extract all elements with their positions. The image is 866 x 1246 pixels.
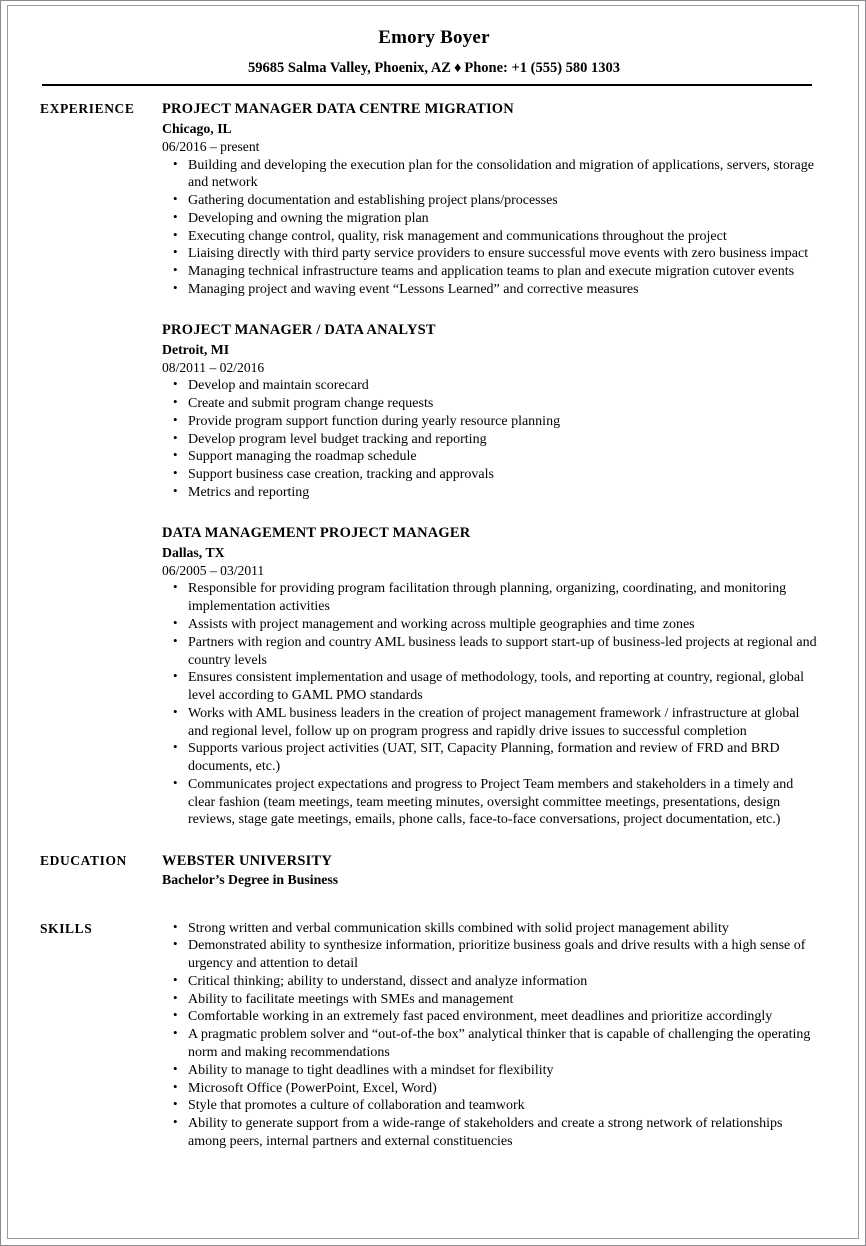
job-bullet: • Develop and maintain scorecard	[162, 377, 820, 395]
job-bullet: • Support business case creation, tracking and approvals	[162, 466, 820, 484]
job-bullet: • Building and developing the execution plan for the consolidation and migration of applications, servers, storage and network	[162, 157, 820, 193]
diamond-separator-icon: ♦	[453, 59, 462, 76]
job-dates: 06/2016 – present	[162, 138, 260, 154]
skill-bullet: • Ability to generate support from a wide-range of stakeholders and create a strong network of relationships among peers, internal partners and external constituencies	[162, 1115, 820, 1151]
education-body	[162, 852, 820, 889]
section-education	[40, 852, 820, 889]
candidate-phone: Phone: +1 (555) 580 1303	[464, 59, 621, 76]
job-location: Dallas, TX	[162, 544, 225, 560]
job-bullet: • Liaising directly with third party service providers to ensure successful move events with zero business impact	[162, 245, 820, 263]
section-label-skills: SKILLS	[40, 920, 93, 936]
skill-bullet: • Strong written and verbal communication skills combined with solid project management ability	[162, 920, 820, 938]
skill-bullet: • Ability to manage to tight deadlines with a mindset for flexibility	[162, 1062, 820, 1080]
job-bullet: • Develop program level budget tracking and reporting	[162, 431, 820, 449]
experience-body	[162, 100, 820, 843]
job-bullet: • Metrics and reporting	[162, 484, 820, 502]
job-bullet: • Assists with project management and working across multiple geographies and time zones	[162, 616, 820, 634]
job-bullet-list	[162, 580, 820, 829]
job-dates: 08/2011 – 02/2016	[162, 359, 265, 375]
candidate-contact-line	[8, 61, 860, 77]
job-bullet: • Create and submit program change requests	[162, 395, 820, 413]
skill-bullet: • Microsoft Office (PowerPoint, Excel, Word)	[162, 1080, 820, 1098]
page-frame	[7, 5, 859, 1239]
job-bullet: • Ensures consistent implementation and usage of methodology, tools, and reporting at country, regional, global level according to GAML PMO standards	[162, 669, 820, 705]
skill-bullet: • Demonstrated ability to synthesize information, prioritize business goals and drive results with a high sense of urgency and attention to detail	[162, 937, 820, 973]
job-bullet: • Managing technical infrastructure teams and application teams to plan and execute migration cutover events	[162, 263, 820, 281]
education-school: WEBSTER UNIVERSITY	[162, 853, 332, 870]
job-bullet: • Provide program support function during yearly resource planning	[162, 413, 820, 431]
skills-bullet-list	[162, 920, 820, 1151]
job-bullet: • Gathering documentation and establishing project plans/processes	[162, 192, 820, 210]
section-experience	[40, 100, 820, 843]
experience-entry	[162, 321, 820, 502]
job-title: PROJECT MANAGER DATA CENTRE MIGRATION	[162, 100, 514, 117]
job-bullet: • Support managing the roadmap schedule	[162, 448, 820, 466]
skill-bullet: • Critical thinking; ability to understand, dissect and analyze information	[162, 973, 820, 991]
skill-bullet: • Ability to facilitate meetings with SMEs and management	[162, 991, 820, 1009]
skills-body	[162, 920, 820, 1151]
job-bullet: • Works with AML business leaders in the creation of project management framework / infrastructure at global and regional level, follow up on program progress and rapidly drive issues to successful completion	[162, 705, 820, 741]
job-bullet: • Supports various project activities (UAT, SIT, Capacity Planning, formation and review of FRD and BRD documents, etc.)	[162, 740, 820, 776]
job-bullet-list	[162, 377, 820, 501]
education-degree: Bachelor’s Degree in Business	[162, 872, 339, 888]
job-bullet: • Communicates project expectations and progress to Project Team members and stakeholders in a timely and clear fashion (team meetings, team meeting minutes, oversight committee meetings, presentations, design reviews, stage gate meetings, emails, phone calls, face-to-face conversations, project documentation, etc.)	[162, 776, 820, 829]
section-skills	[40, 920, 820, 1151]
experience-entry	[162, 524, 820, 829]
job-title: DATA MANAGEMENT PROJECT MANAGER	[162, 524, 471, 541]
experience-entry	[162, 100, 820, 299]
job-location: Detroit, MI	[162, 341, 230, 357]
section-label-experience: EXPERIENCE	[40, 100, 135, 116]
job-bullet: • Responsible for providing program facilitation through planning, organizing, coordinating, and monitoring implementation activities	[162, 580, 820, 616]
resume-content	[8, 100, 860, 1151]
job-title: PROJECT MANAGER / DATA ANALYST	[162, 321, 436, 338]
skill-bullet: • A pragmatic problem solver and “out-of-the box” analytical thinker that is capable of challenging the operating norm and making recommendations	[162, 1026, 820, 1062]
candidate-address: 59685 Salma Valley, Phoenix, AZ	[247, 59, 451, 76]
section-label-education: EDUCATION	[40, 853, 127, 869]
job-bullet: • Managing project and waving event “Lessons Learned” and corrective measures	[162, 281, 820, 299]
job-location: Chicago, IL	[162, 120, 232, 136]
header-divider	[42, 84, 812, 86]
job-bullet-list	[162, 157, 820, 299]
job-bullet: • Developing and owning the migration plan	[162, 210, 820, 228]
job-bullet: • Partners with region and country AML business leads to support start-up of business-led projects at regional and country levels	[162, 634, 820, 670]
resume-header	[8, 6, 860, 77]
skill-bullet: • Comfortable working in an extremely fast paced environment, meet deadlines and prioritize accordingly	[162, 1008, 820, 1026]
job-bullet: • Executing change control, quality, risk management and communications throughout the project	[162, 228, 820, 246]
resume-sheet	[8, 6, 860, 1240]
job-dates: 06/2005 – 03/2011	[162, 562, 265, 578]
skill-bullet: • Style that promotes a culture of collaboration and teamwork	[162, 1097, 820, 1115]
candidate-name: Emory Boyer	[378, 27, 490, 48]
